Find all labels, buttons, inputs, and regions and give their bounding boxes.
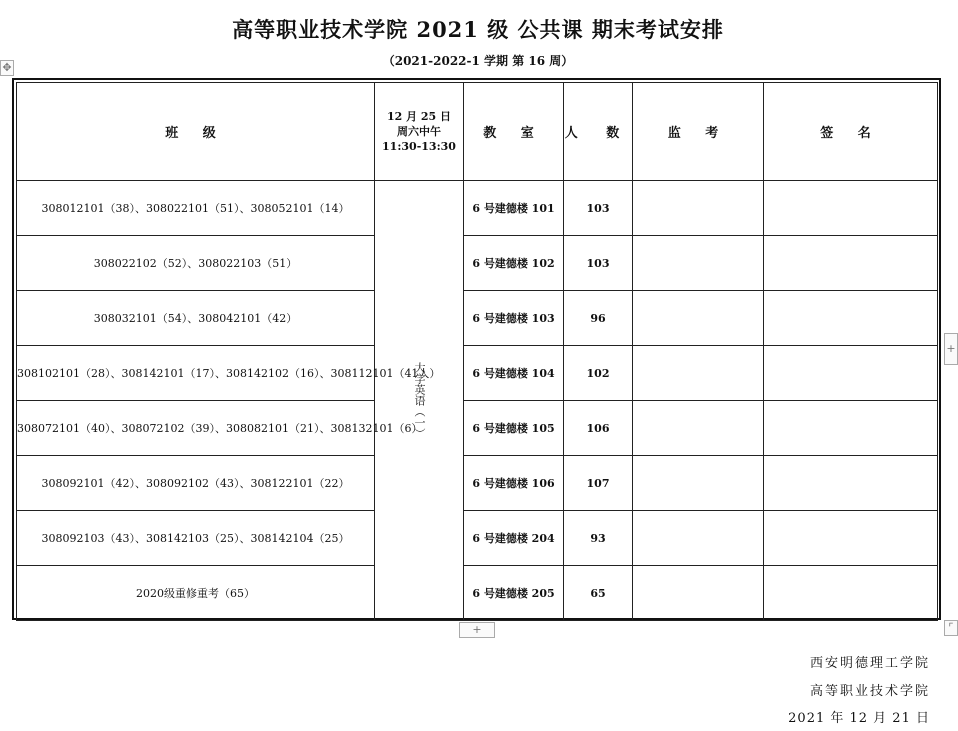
signature-cell[interactable] [764, 181, 938, 236]
student-count-cell: 65 [564, 566, 633, 621]
header-room: 教 室 [464, 83, 564, 181]
signature-cell[interactable] [764, 511, 938, 566]
room-cell: 6 号建德楼 102 [464, 236, 564, 291]
proctor-cell[interactable] [633, 181, 764, 236]
table-resize-icon[interactable]: ⌜ [944, 620, 958, 636]
proctor-cell[interactable] [633, 346, 764, 401]
table-row [17, 566, 938, 621]
table-row [17, 456, 938, 511]
signature-cell[interactable] [764, 456, 938, 511]
student-count-cell: 96 [564, 291, 633, 346]
class-list-cell: 308092101（42）、308092102（43）、308122101（22） [17, 456, 375, 511]
class-list-cell: 308012101（38）、308022101（51）、308052101（14） [17, 181, 375, 236]
document-subtitle: （2021-2022-1 学期 第 16 周） [382, 54, 574, 68]
course-name-cell: 大学英语（一） [375, 181, 464, 621]
footer-date: 2021 年 12 月 21 日 [788, 711, 930, 726]
class-list-cell: 308072101（40）、308072102（39）、308082101（21）、308132101（6） [17, 401, 375, 456]
header-proctor: 监 考 [633, 83, 764, 181]
add-row-icon[interactable]: + [459, 622, 495, 638]
header-exam-time [375, 83, 464, 181]
header-signature: 签 名 [764, 83, 938, 181]
student-count-cell: 103 [564, 236, 633, 291]
table-row [17, 181, 938, 236]
class-list-cell: 308102101（28）、308142101（17）、308142102（16）、308112101（41人） [17, 346, 375, 401]
class-list-cell: 308032101（54）、308042101（42） [17, 291, 375, 346]
table-row [17, 511, 938, 566]
proctor-cell[interactable] [633, 291, 764, 346]
signature-cell[interactable] [764, 346, 938, 401]
signature-cell[interactable] [764, 236, 938, 291]
document-title: 高等职业技术学院 2021 级 公共课 期末考试安排 [232, 17, 724, 42]
proctor-cell[interactable] [633, 401, 764, 456]
footer-department: 高等职业技术学院 [809, 684, 930, 699]
room-cell: 6 号建德楼 106 [464, 456, 564, 511]
room-cell: 6 号建德楼 104 [464, 346, 564, 401]
table-row [17, 291, 938, 346]
proctor-cell[interactable] [633, 511, 764, 566]
header-count: 人 数 [564, 83, 633, 181]
table-row [17, 401, 938, 456]
table-row [17, 346, 938, 401]
room-cell: 6 号建德楼 101 [464, 181, 564, 236]
table-row [17, 236, 938, 291]
header-date: 12 月 25 日 [386, 110, 452, 123]
class-list-cell: 2020级重修重考（65） [17, 566, 375, 621]
signature-cell[interactable] [764, 401, 938, 456]
proctor-cell[interactable] [633, 456, 764, 511]
room-cell: 6 号建德楼 105 [464, 401, 564, 456]
header-row [17, 83, 938, 181]
header-time-range: 11:30-13:30 [382, 140, 456, 153]
student-count-cell: 106 [564, 401, 633, 456]
exam-schedule-table [16, 82, 938, 621]
room-cell: 6 号建德楼 205 [464, 566, 564, 621]
exam-schedule-table-frame [12, 78, 941, 620]
student-count-cell: 103 [564, 181, 633, 236]
header-class: 班 级 [17, 83, 375, 181]
class-list-cell: 308022102（52）、308022103（51） [17, 236, 375, 291]
student-count-cell: 93 [564, 511, 633, 566]
proctor-cell[interactable] [633, 236, 764, 291]
add-column-icon[interactable]: + [944, 333, 958, 365]
footer-institution: 西安明德理工学院 [809, 656, 930, 671]
signature-cell[interactable] [764, 566, 938, 621]
room-cell: 6 号建德楼 103 [464, 291, 564, 346]
proctor-cell[interactable] [633, 566, 764, 621]
header-weekday: 周六中午 [397, 125, 441, 138]
class-list-cell: 308092103（43）、308142103（25）、308142104（25） [17, 511, 375, 566]
room-cell: 6 号建德楼 204 [464, 511, 564, 566]
signature-cell[interactable] [764, 291, 938, 346]
table-move-handle-icon[interactable]: ✥ [0, 60, 14, 76]
student-count-cell: 107 [564, 456, 633, 511]
student-count-cell: 102 [564, 346, 633, 401]
